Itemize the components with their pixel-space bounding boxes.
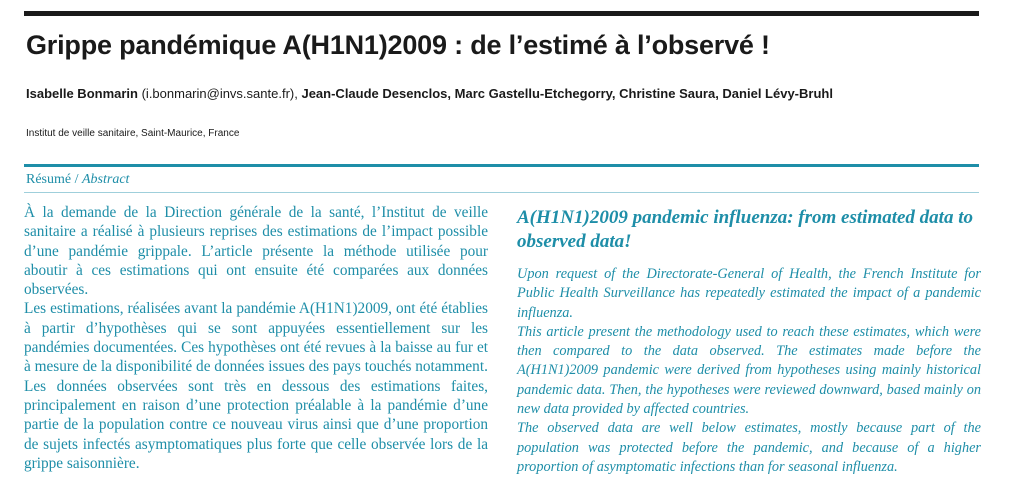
abstract-label-separator: / xyxy=(71,172,82,187)
abstract-rule xyxy=(24,192,979,193)
affiliation: Institut de veille sanitaire, Saint-Maurice, France xyxy=(26,128,240,139)
abstract-en-title: A(H1N1)2009 pandemic influenza: from estimated data to observed data! xyxy=(517,207,973,252)
coauthors: Jean-Claude Desenclos, Marc Gastellu-Etchegorry, Christine Saura, Daniel Lévy-Bruhl xyxy=(301,86,833,101)
abstract-en-paragraph: This article present the methodology used to reach these estimates, which were then compared to the data observed. The estimates made before the A(H1N1)2009 pandemic were derived from hypotheses using mainly historical pandemic data. Then, the hypotheses were reviewed downward, based mainly on new data provided by affected countries. xyxy=(517,323,981,418)
author-email[interactable]: (i.bonmarin@invs.sante.fr), xyxy=(137,86,302,101)
first-author: Isabelle Bonmarin xyxy=(26,86,138,101)
resume-fr-paragraph: Les estimations, réalisées avant la pandémie A(H1N1)2009, ont été établies à partir d’hypothèses qui se sont appuyées essentiellement sur les pandémies documentées. Ces hypothèses ont été revues à la baisse au fur et à mesure de la disponibilité de données issues des pays touchés notamment. xyxy=(24,300,488,376)
abstract-label xyxy=(26,172,129,188)
resume-fr-paragraph: Les données observées sont très en dessous des estimations faites, principalement en raison d’une protection préalable à la pandémie d’une partie de la population contre ce nouveau virus ainsi que d’une proportion de sujets infectés asymptomatiques plus forte que celle observée lors de la grippe saisonnière. xyxy=(24,377,488,472)
top-rule xyxy=(24,11,979,16)
author-line xyxy=(26,86,833,101)
abstract-label-fr: Résumé xyxy=(26,172,72,187)
abstract-en-paragraph: Upon request of the Directorate-General of Health, the French Institute for Public Health Surveillance has repeatedly estimated the impact of a pandemic influenza. xyxy=(517,266,981,321)
article-title: Grippe pandémique A(H1N1)2009 : de l’estimé à l’observé ! xyxy=(26,30,770,60)
resume-fr xyxy=(24,203,488,473)
abstract-en-paragraph: The observed data are well below estimates, mostly because part of the population was protected before the pandemic, and because of a higher proportion of asymptomatic infections than for seasonal influenza. xyxy=(517,420,981,475)
abstract-en xyxy=(517,265,981,477)
section-rule xyxy=(24,164,979,167)
resume-fr-paragraph: À la demande de la Direction générale de la santé, l’Institut de veille sanitaire a réalisé à plusieurs reprises des estimations de l’impact possible d’une pandémie grippale. L’article présente la méthode utilisée pour aboutir à ces estimations qui ont ensuite été comparées aux données observées. xyxy=(24,204,488,299)
abstract-label-en: Abstract xyxy=(82,172,130,187)
